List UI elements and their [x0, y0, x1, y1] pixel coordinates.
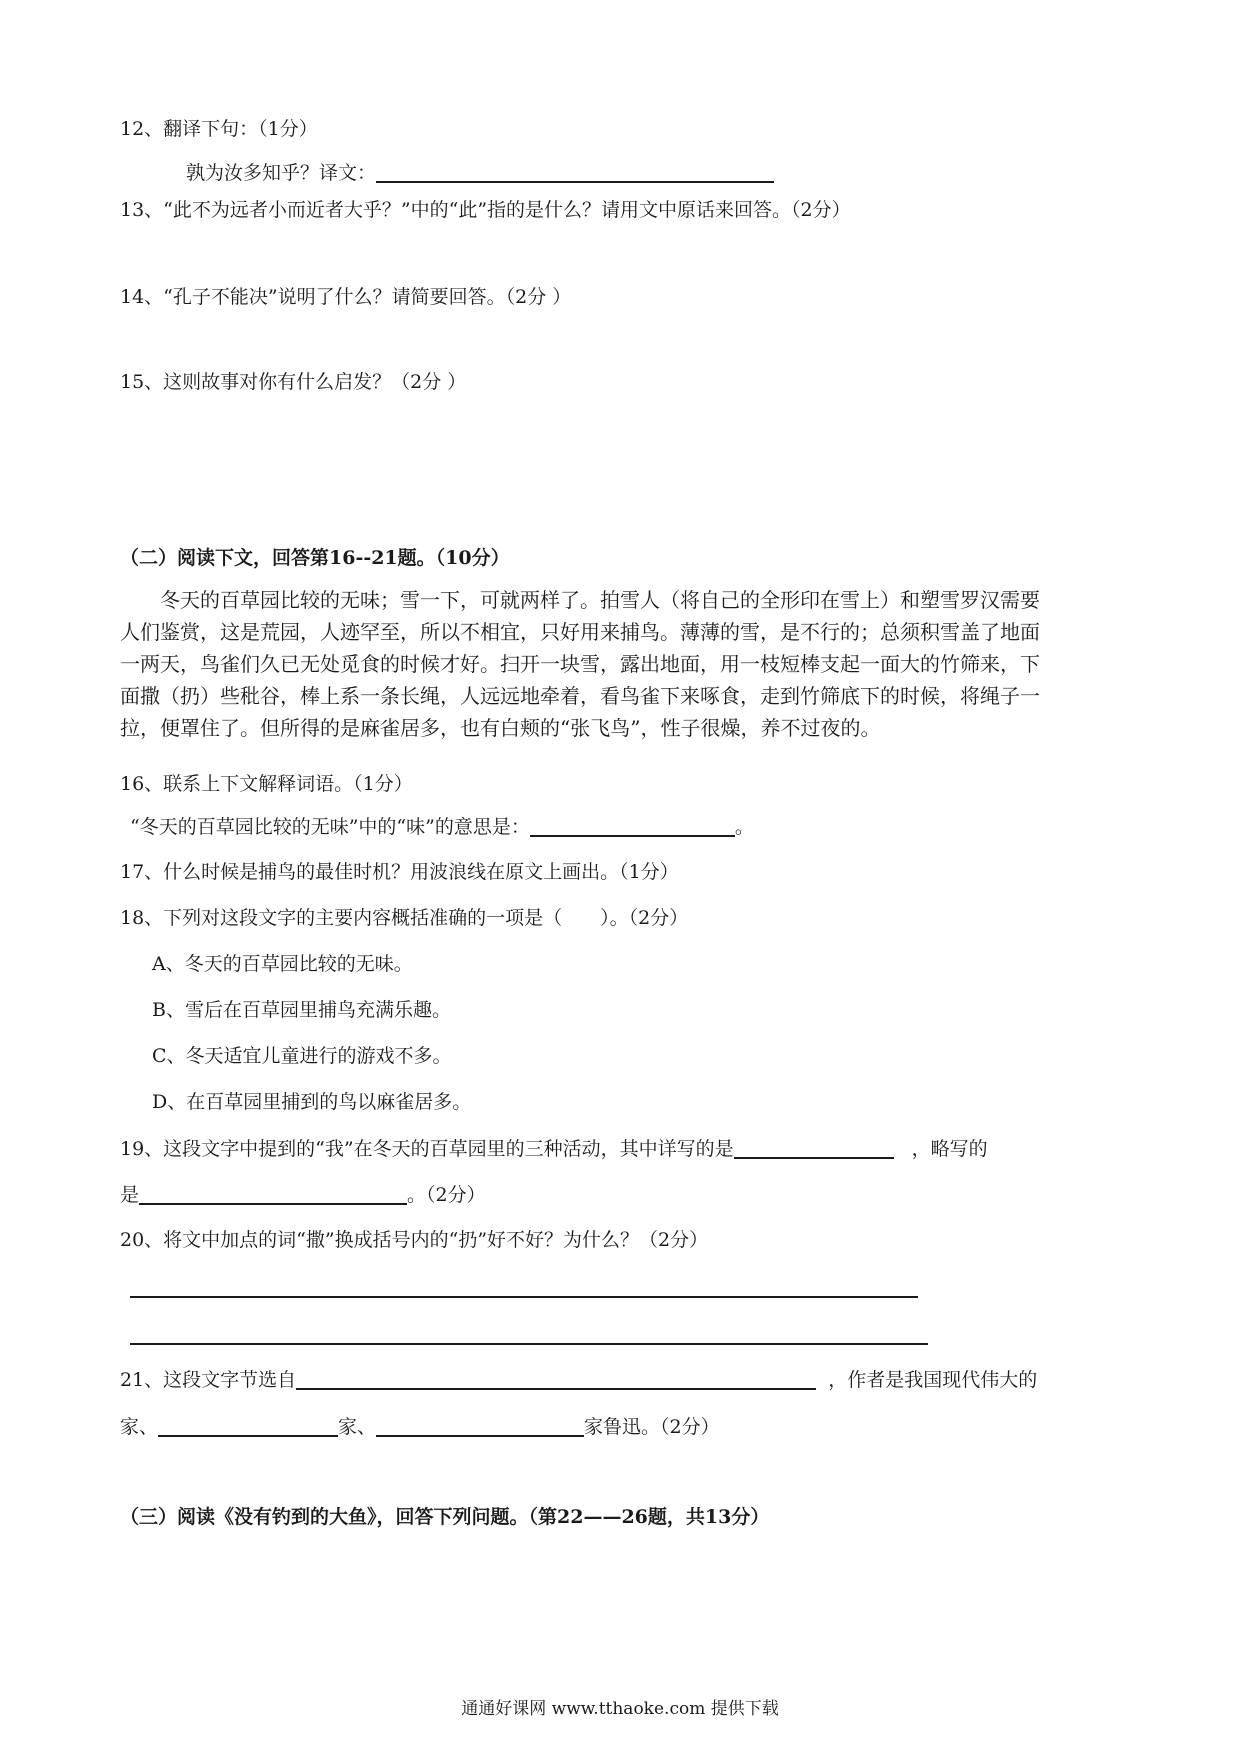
q12-prompt: 孰为汝多知乎？译文： — [186, 162, 377, 184]
q18-title: 18、下列对这段文字的主要内容概括准确的一项是（ ）。（2分） — [120, 907, 689, 929]
q16-title: 16、联系上下文解释词语。（1分） — [120, 773, 413, 795]
section2-title: （二）阅读下文，回答第16--21题。（10分） — [120, 547, 510, 569]
page-footer: 通通好课网 www.tthaoke.com 提供下载 — [461, 1699, 779, 1719]
q21-blank-2[interactable] — [376, 1415, 584, 1437]
q18-option-c[interactable]: C、冬天适宜儿童进行的游戏不多。 — [152, 1045, 452, 1067]
q19-part1: 19、这段文字中提到的“我”在冬天的百草园里的三种活动，其中详写的是 — [120, 1138, 734, 1160]
q15-title: 15、这则故事对你有什么启发？（2分 ） — [120, 371, 467, 393]
q19-brief-blank[interactable] — [139, 1183, 407, 1205]
q21-source-blank[interactable] — [296, 1368, 816, 1390]
passage — [120, 584, 1128, 744]
q12-title: 12、翻译下句：（1分） — [120, 118, 318, 140]
q12-answer-blank[interactable] — [376, 161, 774, 183]
q18-option-b[interactable]: B、雪后在百草园里捕鸟充满乐趣。 — [152, 999, 451, 1021]
q16-prompt: “冬天的百草园比较的无味”中的“味”的意思是： — [130, 816, 530, 838]
q20-title: 20、将文中加点的词“撒”换成括号内的“扔”好不好？为什么？（2分） — [120, 1229, 709, 1251]
passage-line: 拉，便罩住了。但所得的是麻雀居多，也有白颊的“张飞鸟”，性子很燥，养不过夜的。 — [120, 716, 881, 740]
q18-option-a[interactable]: A、冬天的百草园比较的无味。 — [152, 953, 413, 975]
q12-prompt-line — [186, 161, 774, 185]
q17-title: 17、什么时候是捕鸟的最佳时机？用波浪线在原文上画出。（1分） — [120, 861, 679, 883]
q19-part3: 是 — [120, 1184, 140, 1206]
q21-part2: ，作者是我国现代伟大的 — [828, 1369, 1038, 1391]
q21-part4: 家、 — [338, 1416, 377, 1438]
q18-option-d[interactable]: D、在百草园里捕到的鸟以麻雀居多。 — [152, 1091, 472, 1113]
q21-line2 — [120, 1415, 720, 1439]
q21-part3: 家、 — [120, 1416, 159, 1438]
q19-line1 — [120, 1137, 988, 1161]
q21-part5: 家鲁迅。（2分） — [584, 1416, 720, 1438]
passage-line: 一两天，鸟雀们久已无处觅食的时候才好。扫开一块雪，露出地面，用一枝短棒支起一面大的竹筛来，下 — [120, 652, 1040, 676]
q16-answer-blank[interactable] — [530, 815, 735, 837]
q19-detailed-blank[interactable] — [734, 1137, 894, 1159]
passage-line: 面撒（扔）些秕谷，棒上系一条长绳，人远远地牵着，看鸟雀下来啄食，走到竹筛底下的时候，将绳子一 — [120, 684, 1040, 708]
q19-part4: 。（2分） — [407, 1184, 486, 1206]
q13-title: 13、“此不为远者小而近者大乎？”中的“此”指的是什么？请用文中原话来回答。（2分） — [120, 199, 851, 221]
passage-line: 冬天的百草园比较的无味；雪一下，可就两样了。拍雪人（将自己的全形印在雪上）和塑雪罗汉需要 — [160, 588, 1040, 612]
q19-part2: ，略写的 — [911, 1138, 988, 1160]
passage-line: 人们鉴赏，这是荒园，人迹罕至，所以不相宜，只好用来捕鸟。薄薄的雪，是不行的；总须积雪盖了地面 — [120, 620, 1040, 644]
q19-line2 — [120, 1183, 486, 1207]
q16-prompt-line — [130, 815, 754, 839]
q21-line1 — [120, 1368, 1037, 1392]
q16-end: 。 — [734, 816, 754, 838]
q21-part1: 21、这段文字节选自 — [120, 1369, 297, 1391]
section3-title: （三）阅读《没有钓到的大鱼》，回答下列问题。（第22——26题，共13分） — [120, 1506, 770, 1528]
q20-answer-line-1[interactable] — [130, 1296, 918, 1298]
q21-blank-1[interactable] — [158, 1415, 338, 1437]
q14-title: 14、“孔子不能决”说明了什么？请简要回答。（2分 ） — [120, 286, 572, 308]
q20-answer-line-2[interactable] — [130, 1343, 928, 1345]
